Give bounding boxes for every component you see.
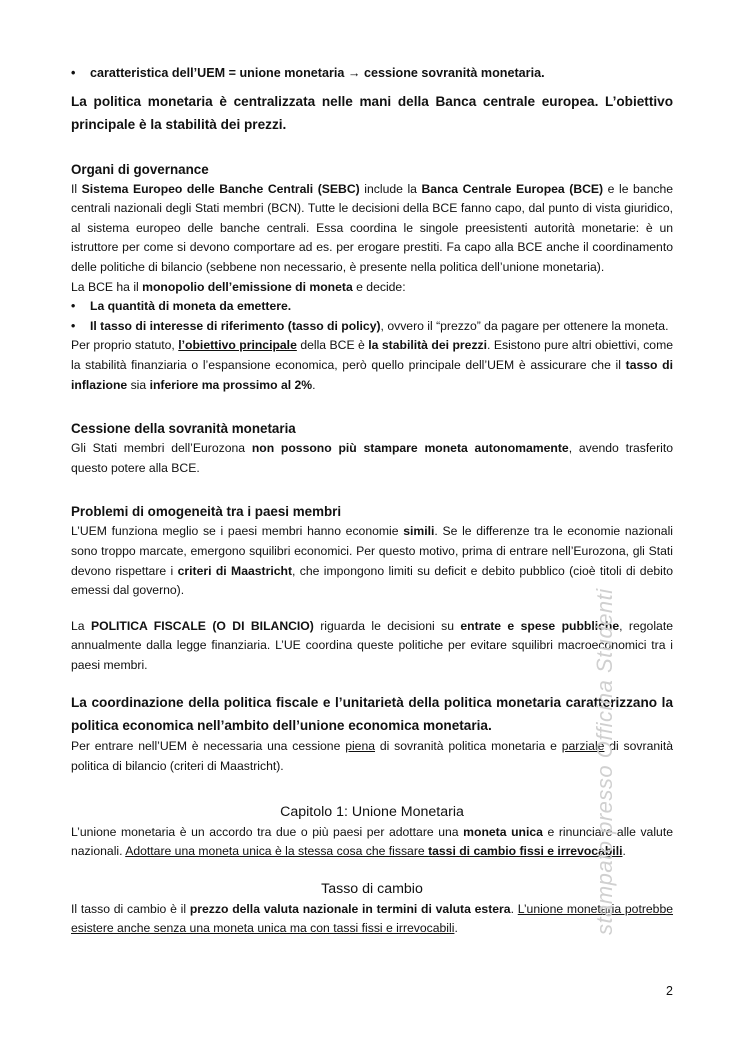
coordination-statement: La coordinazione della politica fiscale e l’unitarietà della politica monetaria caratterizzano la politica economica nell’ambito dell’unione economica monetaria. xyxy=(71,695,673,734)
governance-paragraph-1: Il Sistema Europeo delle Banche Centrali (SEBC) include la Banca Centrale Europea (BCE) e le banche centrali nazionali degli Stati membri (BCN). Tutte le decisioni della BCE fanno capo, dal punto di vista giuridico, al sistema europeo delle banche centrali. Essa coordina le singole preesistenti autorità monetarie: è un istruttore per come si devono comportare ad es. per erogare prestiti. Fa capo alla BCE anche il coordinamento delle politiche di bilancio (sebbene non necessario, è presente nella politica dell’unione monetaria). xyxy=(71,181,674,274)
chapter-paragraph: L’unione monetaria è un accordo tra due o più paesi per adottare una moneta unica e rinunciare alle valute nazionali. Adottare una moneta unica è la stessa cosa che fissare tassi di cambio fissi e irrevocabili. xyxy=(71,824,673,859)
bullet-uem: • caratteristica dell’UEM = unione monetaria → cessione sovranità monetaria. xyxy=(71,64,673,84)
tasso-paragraph: Il tasso di cambio è il prezzo della valuta nazionale in termini di valuta estera. L’unione monetaria potrebbe esistere anche senza una moneta unica ma con tassi fissi e irrevocabili. xyxy=(71,901,673,936)
section-title-tasso: Tasso di cambio xyxy=(321,880,423,897)
list-item: • Il tasso di interesse di riferimento (tasso di policy), ovvero il “prezzo” da pagare per ottenere la moneta. xyxy=(71,318,669,333)
document-page xyxy=(71,64,673,939)
cessione-paragraph: Gli Stati membri dell’Eurozona non possono più stampare moneta autonomamente, avendo trasferito questo potere alla BCE. xyxy=(71,441,673,475)
intro-paragraph: La politica monetaria è centralizzata nelle mani della Banca centrale europea. L’obiettivo principale è la stabilità dei prezzi. xyxy=(71,93,673,132)
bullet-dot: • xyxy=(71,66,76,80)
governance-paragraph-2: La BCE ha il monopolio dell’emissione di moneta e decide: xyxy=(71,279,406,294)
heading-omogeneita: Problemi di omogeneità tra i paesi membri xyxy=(71,504,342,520)
omogeneita-paragraph-1: L’UEM funziona meglio se i paesi membri hanno economie simili. Se le differenze tra le economie nazionali sono troppo marcate, emergono squilibri economici. Per questo motivo, prima di entrare nell’Eurozona, gli Stati devono rispettare i criteri di Maastricht, che impongono limiti su deficit e debito pubblico (cioè titoli di debito emessi dal governo). xyxy=(71,524,674,598)
heading-cessione: Cessione della sovranità monetaria xyxy=(71,421,296,437)
page-number: 2 xyxy=(666,984,673,998)
omogeneita-paragraph-2: La POLITICA FISCALE (O DI BILANCIO) riguarda le decisioni su entrate e spese pubbliche, regolate annualmente dalla legge finanziaria. L’UE coordina queste politiche per evitare squilibri macroeconomici tra i paesi membri. xyxy=(71,618,673,672)
coordination-paragraph: Per entrare nell’UEM è necessaria una cessione piena di sovranità politica monetaria e parziale di sovranità politica di bilancio (criteri di Maastricht). xyxy=(71,739,673,774)
governance-paragraph-3: Per proprio statuto, l’obiettivo principale della BCE è la stabilità dei prezzi. Esistono pure altri obiettivi, come la stabilità finanziaria o l’espansione economica, però quello principale dell’UEM è assicurare che il tasso di inflazione sia inferiore ma prossimo al 2%. xyxy=(71,338,673,392)
list-item: • La quantità di moneta da emettere. xyxy=(71,299,292,314)
right-arrow-icon: → xyxy=(347,66,361,80)
heading-governance: Organi di governance xyxy=(71,161,209,177)
watermark: stampato presso Officina Studenti xyxy=(592,588,617,935)
chapter-title: Capitolo 1: Unione Monetaria xyxy=(280,803,464,820)
